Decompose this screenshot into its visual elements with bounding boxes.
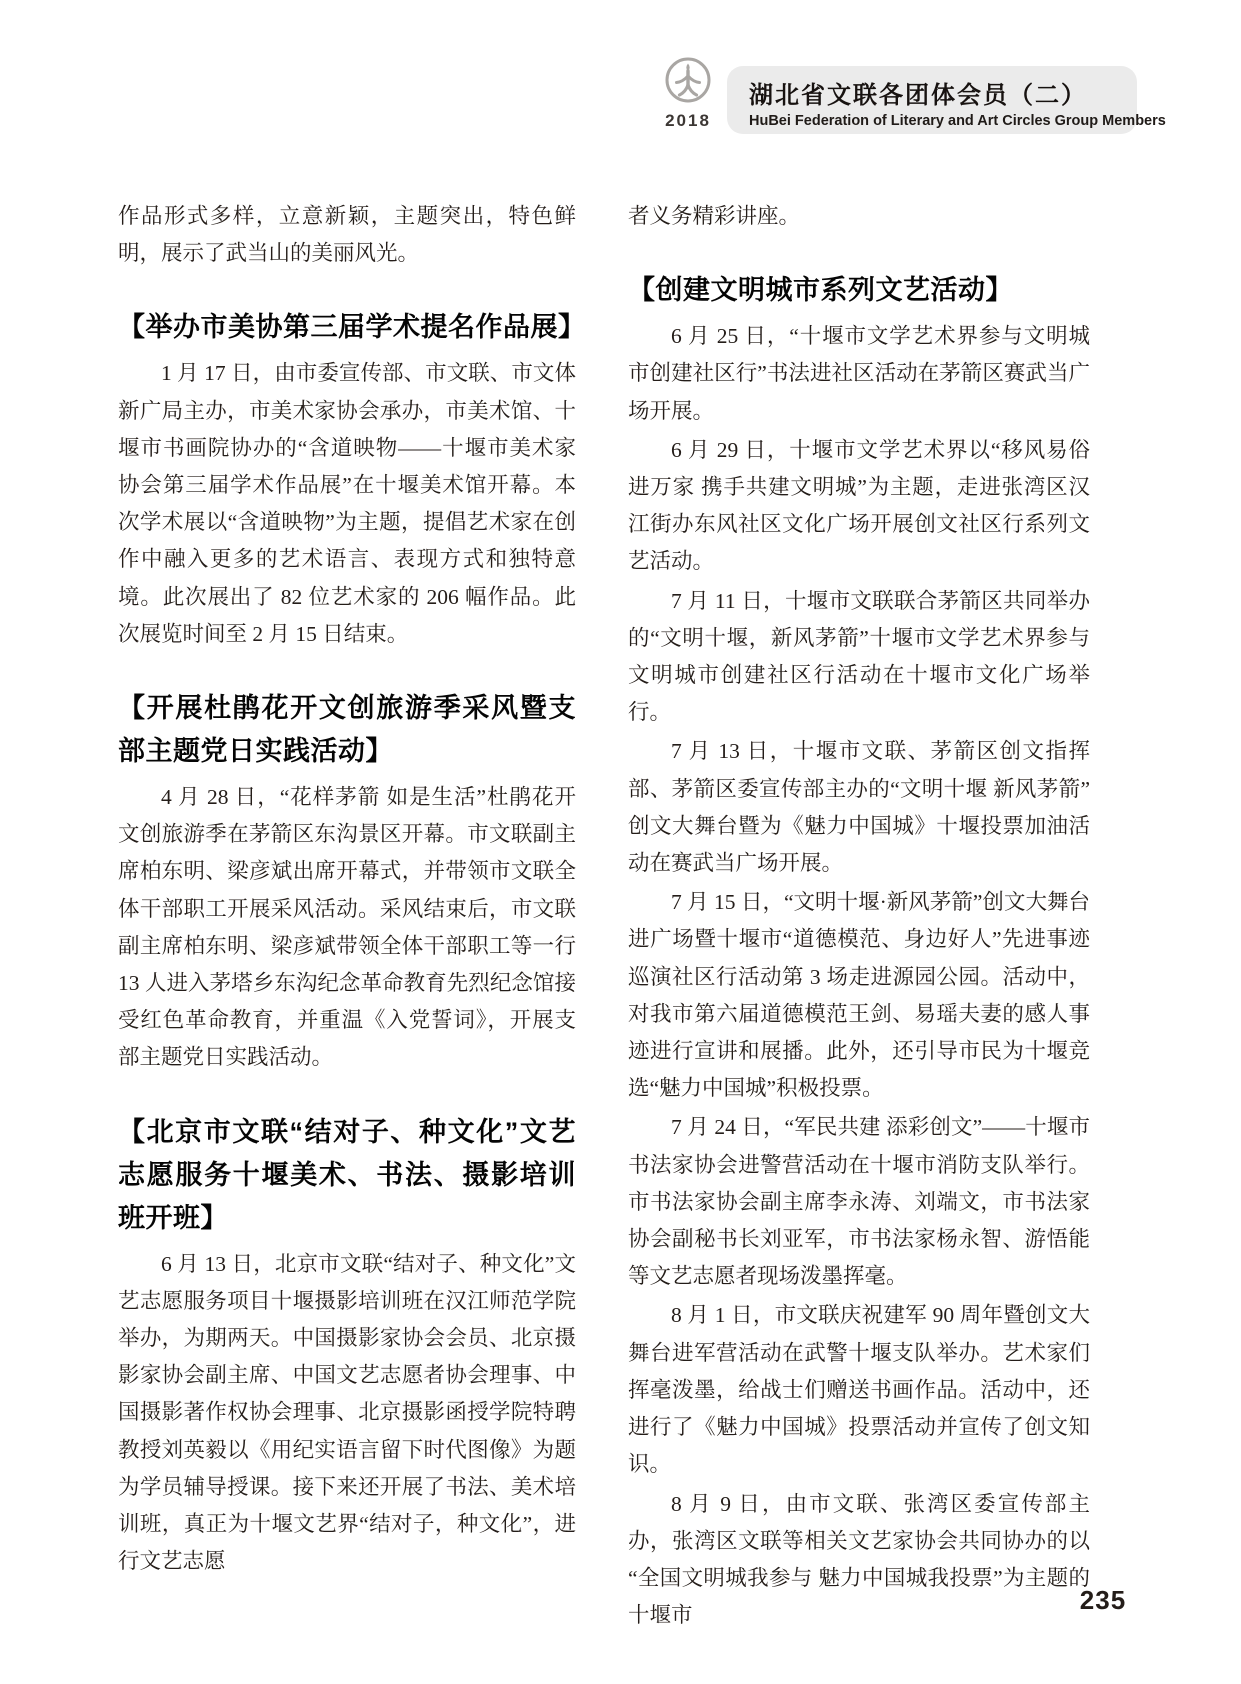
paragraph: 者义务精彩讲座。 bbox=[628, 204, 801, 228]
header-title-en: HuBei Federation of Literary and Art Circles Group Members bbox=[749, 113, 1166, 129]
right-column bbox=[628, 198, 1090, 1636]
paragraph: 8 月 1 日，市文联庆祝建军 90 周年暨创文大舞台进军营活动在武警十堰支队举办。艺术家们挥毫泼墨，给战士们赠送书画作品。活动中，还进行了《魅力中国城》投票活动并宣传了创文知识。 bbox=[628, 1303, 1090, 1477]
federation-logo-icon bbox=[664, 56, 712, 104]
page-number: 235 bbox=[1079, 1585, 1127, 1615]
header-title-cn: 湖北省文联各团体会员（二） bbox=[749, 82, 1087, 109]
logo-block bbox=[660, 56, 716, 131]
section-heading: 【北京市文联“结对子、种文化”文艺志愿服务十堰美术、书法、摄影培训班开班】 bbox=[118, 1116, 576, 1233]
paragraph: 7 月 15 日，“文明十堰·新风茅箭”创文大舞台进广场暨十堰市“道德模范、身边好人”先进事迹巡演社区行活动第 3 场走进源园公园。活动中，对我市第六届道德模范王剑、易瑶夫妻的感人事迹进行宣讲和展播。此外，还引导市民为十堰竞选“魅力中国城”积极投票。 bbox=[628, 890, 1090, 1101]
paragraph: 7 月 24 日，“军民共建 添彩创文”——十堰市书法家协会进警营活动在十堰市消防支队举行。市书法家协会副主席李永涛、刘端文，市书法家协会副秘书长刘亚军，市书法家杨永智、游悟能等文艺志愿者现场泼墨挥毫。 bbox=[628, 1115, 1090, 1289]
paragraph: 4 月 28 日，“花样茅箭 如是生活”杜鹃花开文创旅游季在茅箭区东沟景区开幕。市文联副主席柏东明、梁彦斌出席开幕式，并带领市文联全体干部职工开展采风活动。采风结束后，市文联副主席柏东明、梁彦斌带领全体干部职工等一行 13 人进入茅塔乡东沟纪念革命教育先烈纪念馆接受红色革命教育，并重温《入党誓词》，开展支部主题党日实践活动。 bbox=[118, 785, 576, 1070]
paragraph: 7 月 11 日，十堰市文联联合茅箭区共同举办的“文明十堰，新风茅箭”十堰市文学艺术界参与文明城市创建社区行活动在十堰市文化广场举行。 bbox=[628, 588, 1090, 725]
paragraph: 7 月 13 日，十堰市文联、茅箭区创文指挥部、茅箭区委宣传部主办的“文明十堰 新风茅箭”创文大舞台暨为《魅力中国城》十堰投票加油活动在赛武当广场开展。 bbox=[628, 739, 1090, 876]
paragraph: 作品形式多样，立意新颖，主题突出，特色鲜明，展示了武当山的美丽风光。 bbox=[118, 204, 576, 266]
section-heading: 【举办市美协第三届学术提名作品展】 bbox=[118, 312, 586, 343]
paragraph: 8 月 9 日，由市文联、张湾区委宣传部主办，张湾区文联等相关文艺家协会共同协办的以“全国文明城我参与 魅力中国城我投票”为主题的十堰市 bbox=[628, 1491, 1090, 1628]
section-heading: 【开展杜鹃花开文创旅游季采风暨支部主题党日实践活动】 bbox=[118, 693, 576, 767]
paragraph: 1 月 17 日，由市委宣传部、市文联、市文体新广局主办，市美术家协会承办，市美术馆、十堰市书画院协办的“含道映物——十堰市美术家协会第三届学术作品展”在十堰美术馆开幕。本次学术展以“含道映物”为主题，提倡艺术家在创作中融入更多的艺术语言、表现方式和独特意境。此次展出了 82 位艺术家的 206 幅作品。此次展览时间至 2 月 15 日结束。 bbox=[118, 361, 576, 646]
paragraph: 6 月 25 日，“十堰市文学艺术界参与文明城市创建社区行”书法进社区活动在茅箭区赛武当广场开展。 bbox=[628, 324, 1090, 423]
logo-year: 2018 bbox=[665, 111, 711, 130]
paragraph: 6 月 13 日，北京市文联“结对子、种文化”文艺志愿服务项目十堰摄影培训班在汉江师范学院举办，为期两天。中国摄影家协会会员、北京摄影家协会副主席、中国文艺志愿者协会理事、中国摄影著作权协会理事、北京摄影函授学院特聘教授刘英毅以《用纪实语言留下时代图像》为题为学员辅导授课。接下来还开展了书法、美术培训班，真正为十堰文艺界“结对子，种文化”，进行文艺志愿 bbox=[118, 1251, 576, 1574]
section-heading: 【创建文明城市系列文艺活动】 bbox=[628, 275, 1013, 306]
header-banner bbox=[727, 66, 1166, 134]
paragraph: 6 月 29 日，十堰市文学艺术界以“移风易俗进万家 携手共建文明城”为主题，走进张湾区汉江街办东风社区文化广场开展创文社区行系列文艺活动。 bbox=[628, 437, 1090, 574]
left-column bbox=[118, 198, 586, 1582]
